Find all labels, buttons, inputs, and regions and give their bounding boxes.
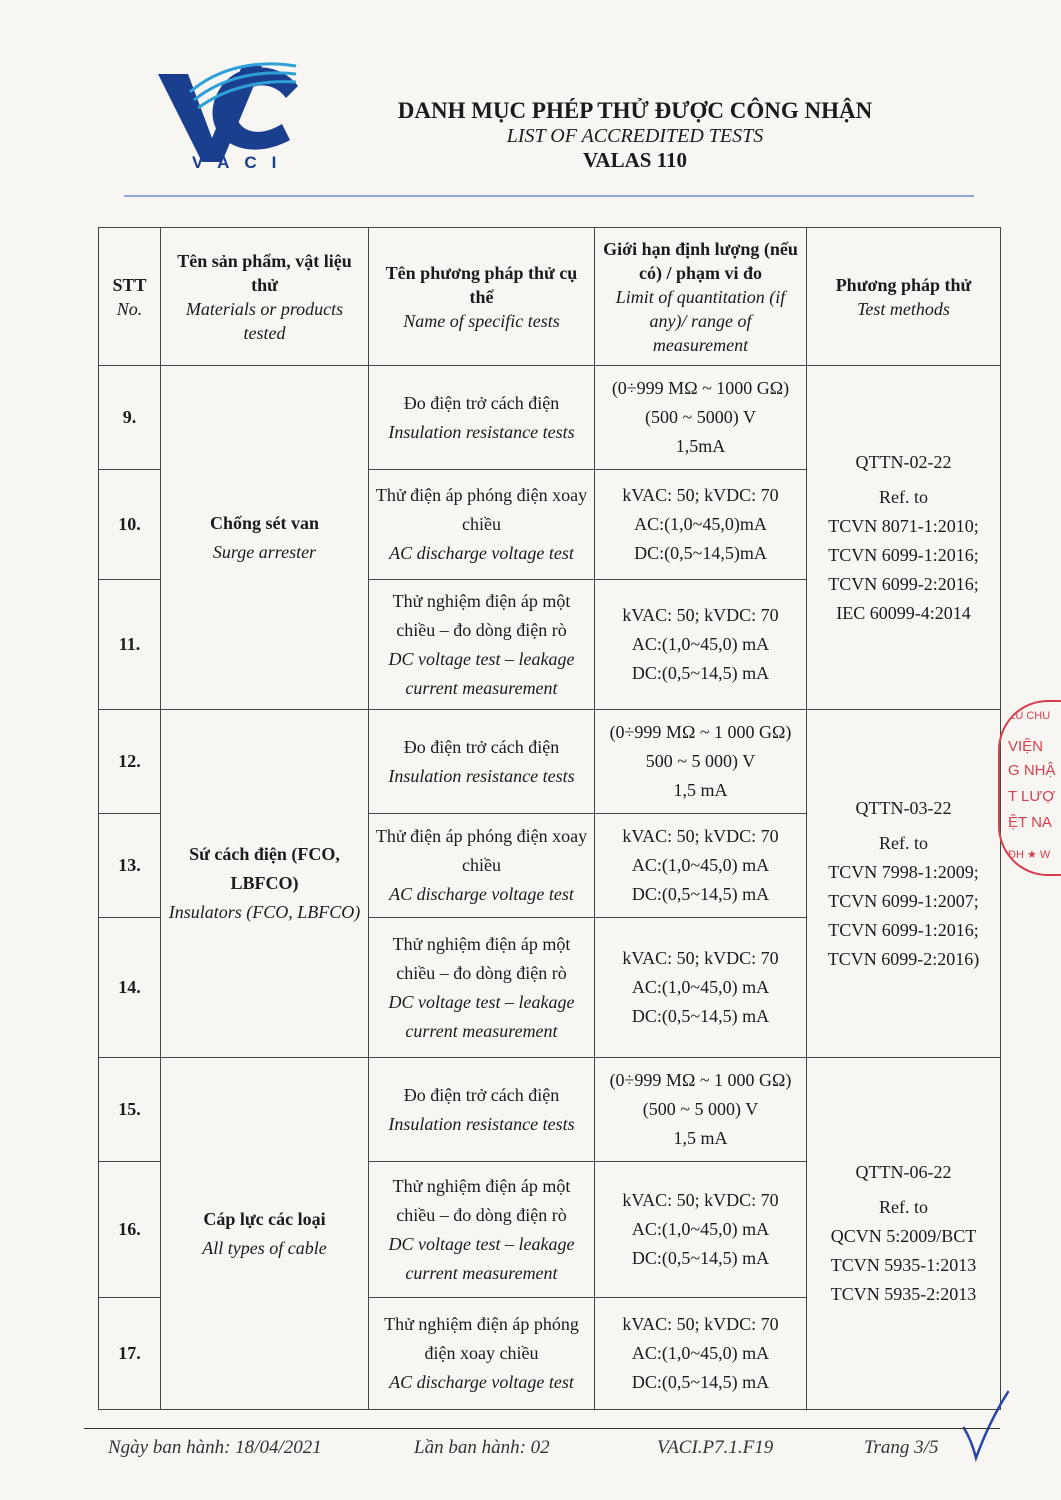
row-number: 9. bbox=[99, 366, 161, 470]
method-cell: QTTN-06-22 Ref. to QCVN 5:2009/BCT TCVN 5935-1:2013 TCVN 5935-2:2013 bbox=[807, 1058, 1001, 1410]
material-cell: Sứ cách điện (FCO, LBFCO) Insulators (FCO, LBFCO) bbox=[161, 710, 369, 1058]
test-cell: Thử điện áp phóng điện xoay chiều AC discharge voltage test bbox=[369, 814, 595, 918]
official-stamp: ÊU CHU VIỆN G NHẬ T LƯỢ ỆT NA ĐH ★ W bbox=[998, 700, 1061, 876]
checkmark-icon bbox=[960, 1388, 1010, 1463]
test-cell: Thử điện áp phóng điện xoay chiều AC discharge voltage test bbox=[369, 470, 595, 580]
header-stt: STT No. bbox=[99, 228, 161, 366]
row-number: 15. bbox=[99, 1058, 161, 1162]
accredited-tests-table bbox=[98, 227, 1001, 1410]
footer-divider bbox=[84, 1428, 1000, 1429]
edition: Lần ban hành: 02 bbox=[414, 1437, 550, 1458]
table-row bbox=[99, 366, 1001, 470]
test-cell: Thử nghiệm điện áp một chiều – đo dòng điện rò DC voltage test – leakage current measurement bbox=[369, 918, 595, 1058]
form-code: VACI.P7.1.F19 bbox=[657, 1437, 774, 1458]
material-cell: Chống sét van Surge arrester bbox=[161, 366, 369, 710]
table-header-row bbox=[99, 228, 1001, 366]
title-vi: DANH MỤC PHÉP THỬ ĐƯỢC CÔNG NHẬN bbox=[397, 98, 873, 123]
limit-cell: (0÷999 MΩ ~ 1000 GΩ) (500 ~ 5000) V 1,5mA bbox=[595, 366, 807, 470]
header-test: Tên phương pháp thử cụ thể Name of specific tests bbox=[369, 228, 595, 366]
test-cell: Thử nghiệm điện áp một chiều – đo dòng điện rò DC voltage test – leakage current measurement bbox=[369, 1162, 595, 1298]
header-material: Tên sản phẩm, vật liệu thử Materials or products tested bbox=[161, 228, 369, 366]
limit-cell: (0÷999 MΩ ~ 1 000 GΩ) (500 ~ 5 000) V 1,5 mA bbox=[595, 1058, 807, 1162]
limit-cell: kVAC: 50; kVDC: 70 AC:(1,0~45,0) mA DC:(0,5~14,5) mA bbox=[595, 580, 807, 710]
limit-cell: kVAC: 50; kVDC: 70 AC:(1,0~45,0) mA DC:(0,5~14,5) mA bbox=[595, 1162, 807, 1298]
row-number: 14. bbox=[99, 918, 161, 1058]
issue-date: Ngày ban hành: 18/04/2021 bbox=[108, 1437, 322, 1458]
header-divider bbox=[124, 195, 974, 197]
method-cell: QTTN-02-22 Ref. to TCVN 8071-1:2010; TCVN 6099-1:2016; TCVN 6099-2:2016; IEC 60099-4:2014 bbox=[807, 366, 1001, 710]
document-header bbox=[380, 98, 890, 172]
page-number: Trang 3/5 bbox=[864, 1437, 939, 1458]
method-cell: QTTN-03-22 Ref. to TCVN 7998-1:2009; TCVN 6099-1:2007; TCVN 6099-1:2016; TCVN 6099-2:2016) bbox=[807, 710, 1001, 1058]
table-row bbox=[99, 1058, 1001, 1162]
row-number: 11. bbox=[99, 580, 161, 710]
limit-cell: (0÷999 MΩ ~ 1 000 GΩ) 500 ~ 5 000) V 1,5 mA bbox=[595, 710, 807, 814]
row-number: 13. bbox=[99, 814, 161, 918]
test-cell: Thử nghiệm điện áp một chiều – đo dòng điện rò DC voltage test – leakage current measurement bbox=[369, 580, 595, 710]
test-cell: Đo điện trở cách điện Insulation resistance tests bbox=[369, 710, 595, 814]
title-en: LIST OF ACCREDITED TESTS bbox=[506, 125, 764, 147]
header-limit: Giới hạn định lượng (nếu có) / phạm vi đo Limit of quantitation (if any)/ range of measurement bbox=[595, 228, 807, 366]
limit-cell: kVAC: 50; kVDC: 70 AC:(1,0~45,0) mA DC:(0,5~14,5) mA bbox=[595, 814, 807, 918]
logo-text: VACI bbox=[192, 153, 292, 172]
limit-cell: kVAC: 50; kVDC: 70 AC:(1,0~45,0) mA DC:(0,5~14,5) mA bbox=[595, 918, 807, 1058]
test-cell: Đo điện trở cách điện Insulation resistance tests bbox=[369, 1058, 595, 1162]
header-method: Phương pháp thử Test methods bbox=[807, 228, 1001, 366]
limit-cell: kVAC: 50; kVDC: 70 AC:(1,0~45,0)mA DC:(0,5~14,5)mA bbox=[595, 470, 807, 580]
row-number: 12. bbox=[99, 710, 161, 814]
row-number: 16. bbox=[99, 1162, 161, 1298]
row-number: 17. bbox=[99, 1298, 161, 1410]
accreditation-code: VALAS 110 bbox=[582, 148, 688, 172]
test-cell: Đo điện trở cách điện Insulation resistance tests bbox=[369, 366, 595, 470]
limit-cell: kVAC: 50; kVDC: 70 AC:(1,0~45,0) mA DC:(0,5~14,5) mA bbox=[595, 1298, 807, 1410]
test-cell: Thử nghiệm điện áp phóng điện xoay chiều AC discharge voltage test bbox=[369, 1298, 595, 1410]
table-row bbox=[99, 710, 1001, 814]
row-number: 10. bbox=[99, 470, 161, 580]
material-cell: Cáp lực các loại All types of cable bbox=[161, 1058, 369, 1410]
